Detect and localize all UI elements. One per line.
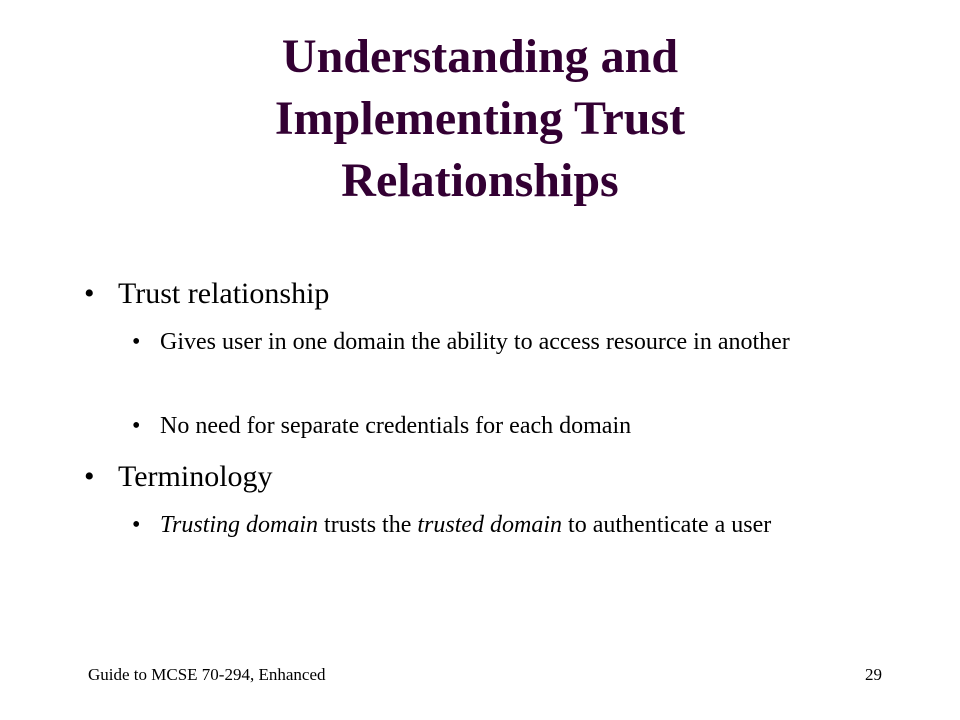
sub-bullet-access-resource: [132, 327, 872, 357]
bullet-marker: •: [84, 460, 95, 493]
footer-page-number: 29: [865, 665, 882, 684]
bullet-text: Trust relationship: [118, 277, 330, 310]
title-line: Relationships: [341, 154, 619, 207]
term-trusting-domain: Trusting domain: [160, 512, 319, 538]
footer-book-title: Guide to MCSE 70-294, Enhanced: [88, 665, 326, 684]
bullet-marker: •: [84, 277, 95, 310]
bullet-marker: •: [132, 512, 141, 538]
slide-title: [80, 26, 880, 212]
bullet-text: [160, 510, 872, 540]
bullet-terminology: [84, 459, 273, 495]
bullet-text: Gives user in one domain the ability to access resource in another: [160, 329, 790, 355]
sub-bullet-trusting-domain: [132, 510, 872, 540]
text-fragment: to authenticate a user: [562, 512, 772, 538]
sub-bullet-separate-credentials: [132, 411, 872, 441]
term-trusted-domain: trusted domain: [417, 512, 563, 538]
bullet-trust-relationship: [84, 276, 329, 312]
bullet-marker: •: [132, 329, 141, 355]
bullet-text: No need for separate credentials for each domain: [160, 413, 632, 439]
bullet-marker: •: [132, 413, 141, 439]
text-fragment: trusts the: [318, 512, 418, 538]
bullet-text: Terminology: [118, 460, 273, 493]
title-line: Understanding and: [281, 30, 679, 83]
title-line: Implementing Trust: [274, 92, 686, 145]
